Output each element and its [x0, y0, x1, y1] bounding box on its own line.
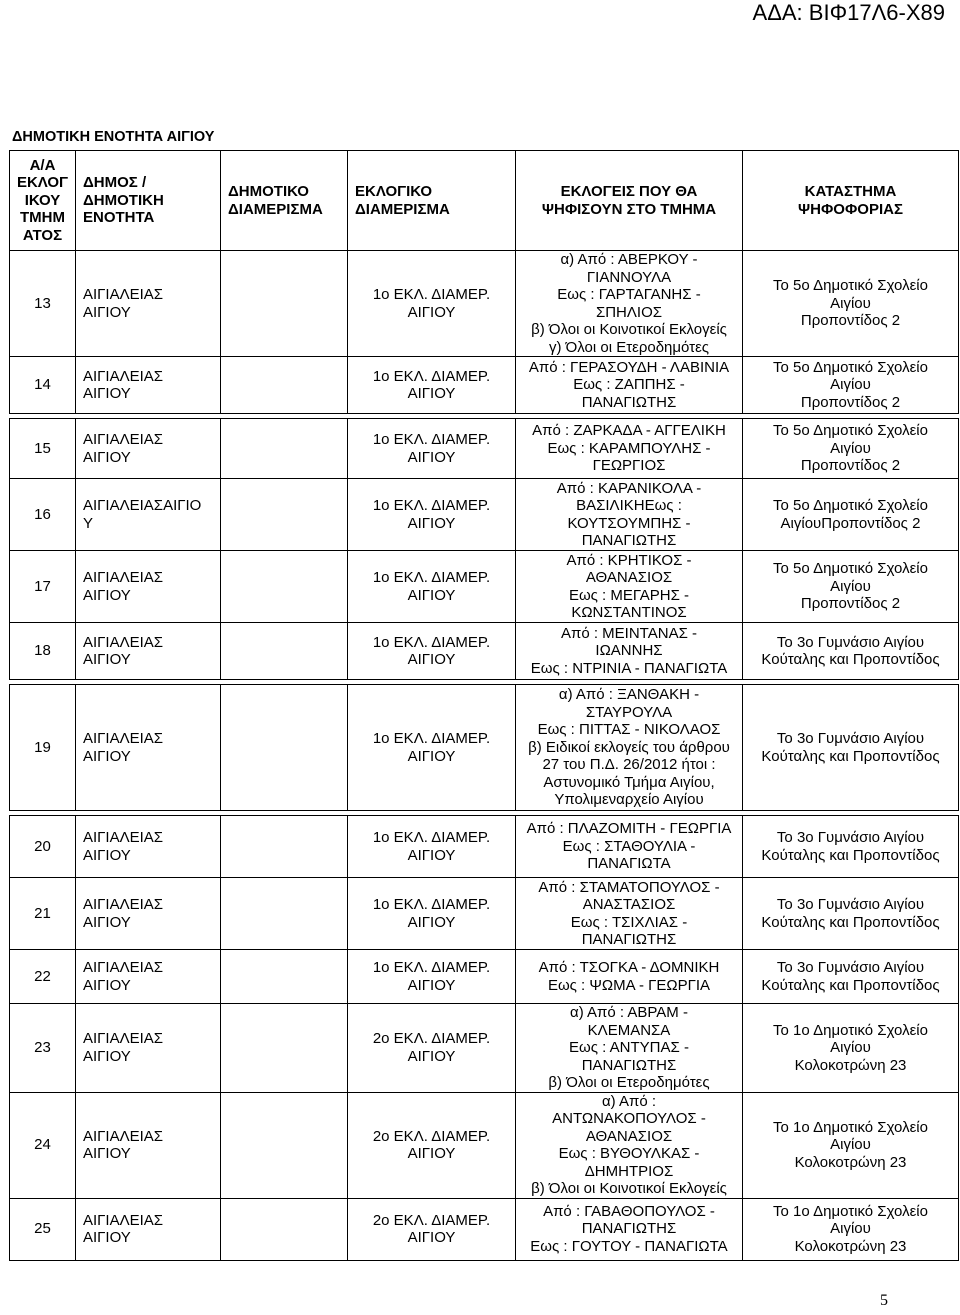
aa-cell: 24 [10, 1092, 76, 1198]
municipal-district-cell [221, 816, 348, 878]
voters-cell: α) Από : ΑΒΕΡΚΟΥ - ΓΙΑΝΝΟΥΛΑ Εως : ΓΑΡΤΑΓΑΝΗΣ - ΣΠΗΛΙΟΣ β) Όλοι οι Κοινοτικοί Εκλογείς γ) Όλοι οι Ετεροδημότες [516, 251, 743, 357]
municipality-cell: ΑΙΓΙΑΛΕΙΑΣ ΑΙΓΙΟΥ [76, 950, 221, 1004]
electoral-district-cell: 2ο ΕΚΛ. ΔΙΑΜΕΡ. ΑΙΓΙΟΥ [348, 1092, 516, 1198]
polling-station-cell: Το 3ο Γυμνάσιο Αιγίου Κούταλης και Προποντίδος [743, 950, 959, 1004]
electoral-district-cell: 1ο ΕΚΛ. ΔΙΑΜΕΡ. ΑΙΓΙΟΥ [348, 950, 516, 1004]
polling-station-cell: Το 3ο Γυμνάσιο Αιγίου Κούταλης και Προποντίδος [743, 685, 959, 811]
aa-cell: 15 [10, 419, 76, 479]
page-number: 5 [880, 1292, 888, 1309]
municipality-cell: ΑΙΓΙΑΛΕΙΑΣ ΑΙΓΙΟΥ [76, 623, 221, 680]
table-row [10, 1004, 959, 1093]
header-row [10, 151, 959, 251]
table-row [10, 1092, 959, 1198]
table-block [9, 418, 959, 680]
municipal-district-cell [221, 950, 348, 1004]
aa-cell: 19 [10, 685, 76, 811]
voters-cell: Από : ΓΕΡΑΣΟΥΔΗ - ΛΑΒΙΝΙΑ Εως : ΖΑΠΠΗΣ - ΠΑΝΑΓΙΩΤΗΣ [516, 357, 743, 414]
polling-station-cell: Το 1ο Δημοτικό Σχολείο Αιγίου Κολοκοτρώνη 23 [743, 1004, 959, 1093]
aa-cell: 17 [10, 551, 76, 623]
polling-station-cell: Το 5ο Δημοτικό Σχολείο Αιγίου Προποντίδος 2 [743, 357, 959, 414]
aa-cell: 16 [10, 479, 76, 551]
aa-cell: 22 [10, 950, 76, 1004]
voters-cell: Από : ΚΡΗΤΙΚΟΣ - ΑΘΑΝΑΣΙΟΣ Εως : ΜΕΓΑΡΗΣ - ΚΩΝΣΤΑΝΤΙΝΟΣ [516, 551, 743, 623]
table-row [10, 357, 959, 414]
aa-cell: 18 [10, 623, 76, 680]
polling-station-cell: Το 5ο Δημοτικό Σχολείο Αιγίου Προποντίδος 2 [743, 419, 959, 479]
polling-station-cell: Το 5ο Δημοτικό Σχολείο ΑιγίουΠροποντίδος 2 [743, 479, 959, 551]
voters-cell: Από : ΓΑΒΑΘΟΠΟΥΛΟΣ - ΠΑΝΑΓΙΩΤΗΣ Εως : ΓΟΥΤΟΥ - ΠΑΝΑΓΙΩΤΑ [516, 1198, 743, 1260]
table-row [10, 479, 959, 551]
municipal-district-cell [221, 419, 348, 479]
electoral-district-cell: 1ο ΕΚΛ. ΔΙΑΜΕΡ. ΑΙΓΙΟΥ [348, 685, 516, 811]
header-municipality: ΔΗΜΟΣ / ΔΗΜΟΤΙΚΗ ΕΝΟΤΗΤΑ [76, 151, 221, 251]
voters-cell: α) Από : ΞΑΝΘΑΚΗ - ΣΤΑΥΡΟΥΛΑ Εως : ΠΙΤΤΑΣ - ΝΙΚΟΛΑΟΣ β) Ειδικοί εκλογείς του άρθρου 27 του Π.Δ. 26/2012 ήτοι : Αστυνομικό Τμήμα Αιγίου, Υπολιμεναρχείο Αιγίου [516, 685, 743, 811]
aa-cell: 21 [10, 878, 76, 950]
electoral-district-cell: 1ο ΕΚΛ. ΔΙΑΜΕΡ. ΑΙΓΙΟΥ [348, 623, 516, 680]
electoral-district-cell: 2ο ΕΚΛ. ΔΙΑΜΕΡ. ΑΙΓΙΟΥ [348, 1198, 516, 1260]
table-block [9, 150, 959, 414]
table-row [10, 816, 959, 878]
table-row [10, 950, 959, 1004]
polling-station-cell: Το 1ο Δημοτικό Σχολείο Αιγίου Κολοκοτρώνη 23 [743, 1198, 959, 1260]
aa-cell: 13 [10, 251, 76, 357]
table-row [10, 1198, 959, 1260]
municipality-cell: ΑΙΓΙΑΛΕΙΑΣ ΑΙΓΙΟΥ [76, 357, 221, 414]
voters-cell: Από : ΚΑΡΑΝΙΚΟΛΑ - ΒΑΣΙΛΙΚΗΕως : ΚΟΥΤΣΟΥΜΠΗΣ - ΠΑΝΑΓΙΩΤΗΣ [516, 479, 743, 551]
table-row [10, 419, 959, 479]
municipal-district-cell [221, 551, 348, 623]
polling-station-cell: Το 1ο Δημοτικό Σχολείο Αιγίου Κολοκοτρώνη 23 [743, 1092, 959, 1198]
municipal-district-cell [221, 623, 348, 680]
table-row [10, 551, 959, 623]
header-aa: Α/Α ΕΚΛΟΓ ΙΚΟΥ ΤΜΗΜ ΑΤΟΣ [10, 151, 76, 251]
municipality-cell: ΑΙΓΙΑΛΕΙΑΣ ΑΙΓΙΟΥ [76, 685, 221, 811]
municipal-district-cell [221, 1004, 348, 1093]
section-title: ΔΗΜΟΤΙΚΗ ΕΝΟΤΗΤΑ ΑΙΓΙΟΥ [12, 129, 215, 145]
polling-station-cell: Το 3ο Γυμνάσιο Αιγίου Κούταλης και Προποντίδος [743, 816, 959, 878]
electoral-district-cell: 1ο ΕΚΛ. ΔΙΑΜΕΡ. ΑΙΓΙΟΥ [348, 551, 516, 623]
electoral-district-cell: 1ο ΕΚΛ. ΔΙΑΜΕΡ. ΑΙΓΙΟΥ [348, 357, 516, 414]
voters-cell: Από : ΣΤΑΜΑΤΟΠΟΥΛΟΣ - ΑΝΑΣΤΑΣΙΟΣ Εως : ΤΣΙΧΛΙΑΣ - ΠΑΝΑΓΙΩΤΗΣ [516, 878, 743, 950]
municipal-district-cell [221, 878, 348, 950]
voters-cell: Από : ΖΑΡΚΑΔΑ - ΑΓΓΕΛΙΚΗ Εως : ΚΑΡΑΜΠΟΥΛΗΣ - ΓΕΩΡΓΙΟΣ [516, 419, 743, 479]
municipality-cell: ΑΙΓΙΑΛΕΙΑΣ ΑΙΓΙΟΥ [76, 1198, 221, 1260]
electoral-district-cell: 1ο ΕΚΛ. ΔΙΑΜΕΡ. ΑΙΓΙΟΥ [348, 251, 516, 357]
voters-cell: α) Από : ΑΒΡΑΜ - ΚΛΕΜΑΝΣΑ Εως : ΑΝΤΥΠΑΣ - ΠΑΝΑΓΙΩΤΗΣ β) Όλοι οι Ετεροδημότες [516, 1004, 743, 1093]
electoral-district-cell: 1ο ΕΚΛ. ΔΙΑΜΕΡ. ΑΙΓΙΟΥ [348, 816, 516, 878]
electoral-district-cell: 1ο ΕΚΛ. ΔΙΑΜΕΡ. ΑΙΓΙΟΥ [348, 878, 516, 950]
polling-station-cell: Το 3ο Γυμνάσιο Αιγίου Κούταλης και Προποντίδος [743, 878, 959, 950]
aa-cell: 20 [10, 816, 76, 878]
ada-code: ΑΔΑ: ΒΙΦ17Λ6-Χ89 [752, 0, 945, 25]
voters-cell: Από : ΜΕΙΝΤΑΝΑΣ - ΙΩΑΝΝΗΣ Εως : ΝΤΡΙΝΙΑ - ΠΑΝΑΓΙΩΤΑ [516, 623, 743, 680]
header-electoral-district: ΕΚΛΟΓΙΚΟ ΔΙΑΜΕΡΙΣΜΑ [348, 151, 516, 251]
municipal-district-cell [221, 685, 348, 811]
table-row [10, 878, 959, 950]
electoral-district-cell: 2ο ΕΚΛ. ΔΙΑΜΕΡ. ΑΙΓΙΟΥ [348, 1004, 516, 1093]
header-municipal-district: ΔΗΜΟΤΙΚΟ ΔΙΑΜΕΡΙΣΜΑ [221, 151, 348, 251]
table-block [9, 684, 959, 811]
voters-cell: Από : ΤΣΟΓΚΑ - ΔΟΜΝΙΚΗ Εως : ΨΩΜΑ - ΓΕΩΡΓΙΑ [516, 950, 743, 1004]
aa-cell: 23 [10, 1004, 76, 1093]
municipality-cell: ΑΙΓΙΑΛΕΙΑΣ ΑΙΓΙΟΥ [76, 251, 221, 357]
polling-station-cell: Το 3ο Γυμνάσιο Αιγίου Κούταλης και Προποντίδος [743, 623, 959, 680]
municipal-district-cell [221, 357, 348, 414]
municipality-cell: ΑΙΓΙΑΛΕΙΑΣ ΑΙΓΙΟΥ [76, 1092, 221, 1198]
table-row [10, 623, 959, 680]
municipality-cell: ΑΙΓΙΑΛΕΙΑΣ ΑΙΓΙΟΥ [76, 878, 221, 950]
voters-cell: α) Από : ΑΝΤΩΝΑΚΟΠΟΥΛΟΣ - ΑΘΑΝΑΣΙΟΣ Εως : ΒΥΘΟΥΛΚΑΣ - ΔΗΜΗΤΡΙΟΣ β) Όλοι οι Κοινοτικοί Εκλογείς [516, 1092, 743, 1198]
polling-station-cell: Το 5ο Δημοτικό Σχολείο Αιγίου Προποντίδος 2 [743, 551, 959, 623]
header-polling-station: ΚΑΤΑΣΤΗΜΑ ΨΗΦΟΦΟΡΙΑΣ [743, 151, 959, 251]
electoral-district-cell: 1ο ΕΚΛ. ΔΙΑΜΕΡ. ΑΙΓΙΟΥ [348, 419, 516, 479]
aa-cell: 14 [10, 357, 76, 414]
municipality-cell: ΑΙΓΙΑΛΕΙΑΣ ΑΙΓΙΟΥ [76, 1004, 221, 1093]
electoral-sections-table [9, 150, 958, 1265]
municipal-district-cell [221, 1198, 348, 1260]
table-row [10, 251, 959, 357]
municipal-district-cell [221, 251, 348, 357]
voters-cell: Από : ΠΛΑΖΟΜΙΤΗ - ΓΕΩΡΓΙΑ Εως : ΣΤΑΘΟΥΛΙΑ - ΠΑΝΑΓΙΩΤΑ [516, 816, 743, 878]
municipality-cell: ΑΙΓΙΑΛΕΙΑΣ ΑΙΓΙΟΥ [76, 816, 221, 878]
header-voters: ΕΚΛΟΓΕΙΣ ΠΟΥ ΘΑ ΨΗΦΙΣΟΥΝ ΣΤΟ ΤΜΗΜΑ [516, 151, 743, 251]
municipality-cell: ΑΙΓΙΑΛΕΙΑΣΑΙΓΙΟ Υ [76, 479, 221, 551]
polling-station-cell: Το 5ο Δημοτικό Σχολείο Αιγίου Προποντίδος 2 [743, 251, 959, 357]
electoral-district-cell: 1ο ΕΚΛ. ΔΙΑΜΕΡ. ΑΙΓΙΟΥ [348, 479, 516, 551]
table-row [10, 685, 959, 811]
municipality-cell: ΑΙΓΙΑΛΕΙΑΣ ΑΙΓΙΟΥ [76, 419, 221, 479]
municipality-cell: ΑΙΓΙΑΛΕΙΑΣ ΑΙΓΙΟΥ [76, 551, 221, 623]
municipal-district-cell [221, 1092, 348, 1198]
table-block [9, 815, 959, 1261]
aa-cell: 25 [10, 1198, 76, 1260]
municipal-district-cell [221, 479, 348, 551]
